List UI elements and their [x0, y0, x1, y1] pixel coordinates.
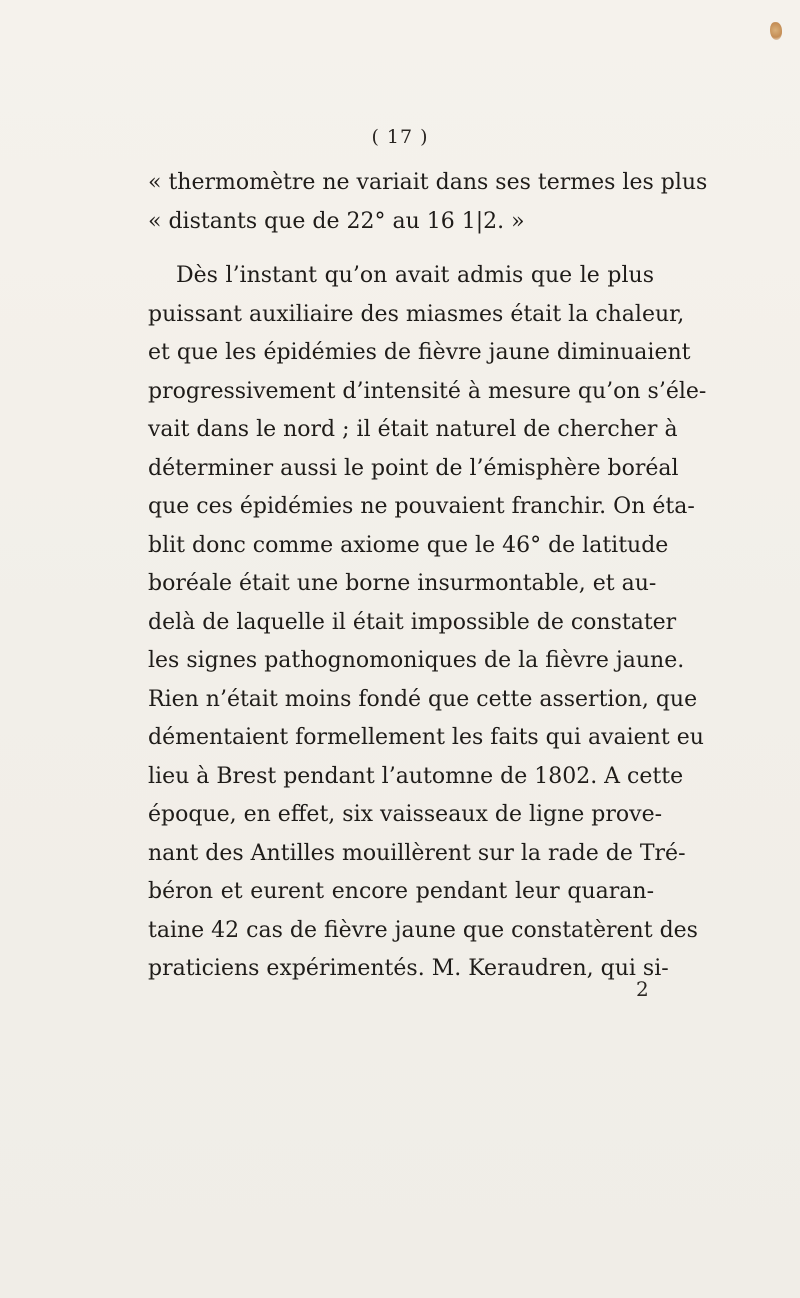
paragraph-line: progressivement d’intensité à mesure qu’on s’éle-: [148, 378, 707, 404]
paragraph-line: démentaient formellement les faits qui avaient eu: [148, 725, 704, 750]
paragraph-line: boréale était une borne insurmontable, et au-: [148, 571, 657, 596]
paragraph-line: delà de laquelle il était impossible de constater: [148, 609, 677, 635]
paragraph-line: taine 42 cas de fièvre jaune que constatèrent des: [148, 917, 698, 943]
paragraph-line: puissant auxiliaire des miasmes était la chaleur,: [148, 301, 685, 327]
signature-mark: 2: [636, 977, 649, 1001]
paragraph-line: époque, en effet, six vaisseaux de ligne prove-: [148, 802, 663, 827]
paragraph-line: les signes pathognomoniques de la fièvre jaune.: [148, 648, 685, 673]
paragraph-line: praticiens expérimentés. M. Keraudren, qui si-: [148, 956, 669, 981]
quote-line: « thermomètre ne variait dans ses termes les plus: [148, 170, 708, 195]
paragraph-line: et que les épidémies de fièvre jaune diminuaient: [148, 340, 691, 365]
paragraph-line: vait dans le nord ; il était naturel de chercher à: [148, 417, 678, 442]
main-paragraph: [148, 257, 707, 989]
quotation-block: [148, 164, 708, 241]
paragraph-line: blit donc comme axiome que le 46° de latitude: [148, 532, 669, 558]
paragraph-line: nant des Antilles mouillèrent sur la rade de Tré-: [148, 840, 686, 866]
paragraph-line: béron et eurent encore pendant leur quaran-: [148, 879, 654, 904]
paper-stain: [770, 22, 782, 40]
paragraph-line: Rien n’était moins fondé que cette assertion, que: [148, 686, 698, 712]
paragraph-line: lieu à Brest pendant l’automne de 1802. A cette: [148, 763, 684, 789]
quote-line: « distants que de 22° au 16 1|2. »: [148, 208, 525, 234]
paragraph-line: que ces épidémies ne pouvaient franchir. On éta-: [148, 494, 695, 519]
page-number: ( 17 ): [371, 126, 429, 148]
paragraph-line: Dès l’instant qu’on avait admis que le plus: [176, 263, 654, 288]
paragraph-line: déterminer aussi le point de l’émisphère boréal: [148, 455, 679, 481]
